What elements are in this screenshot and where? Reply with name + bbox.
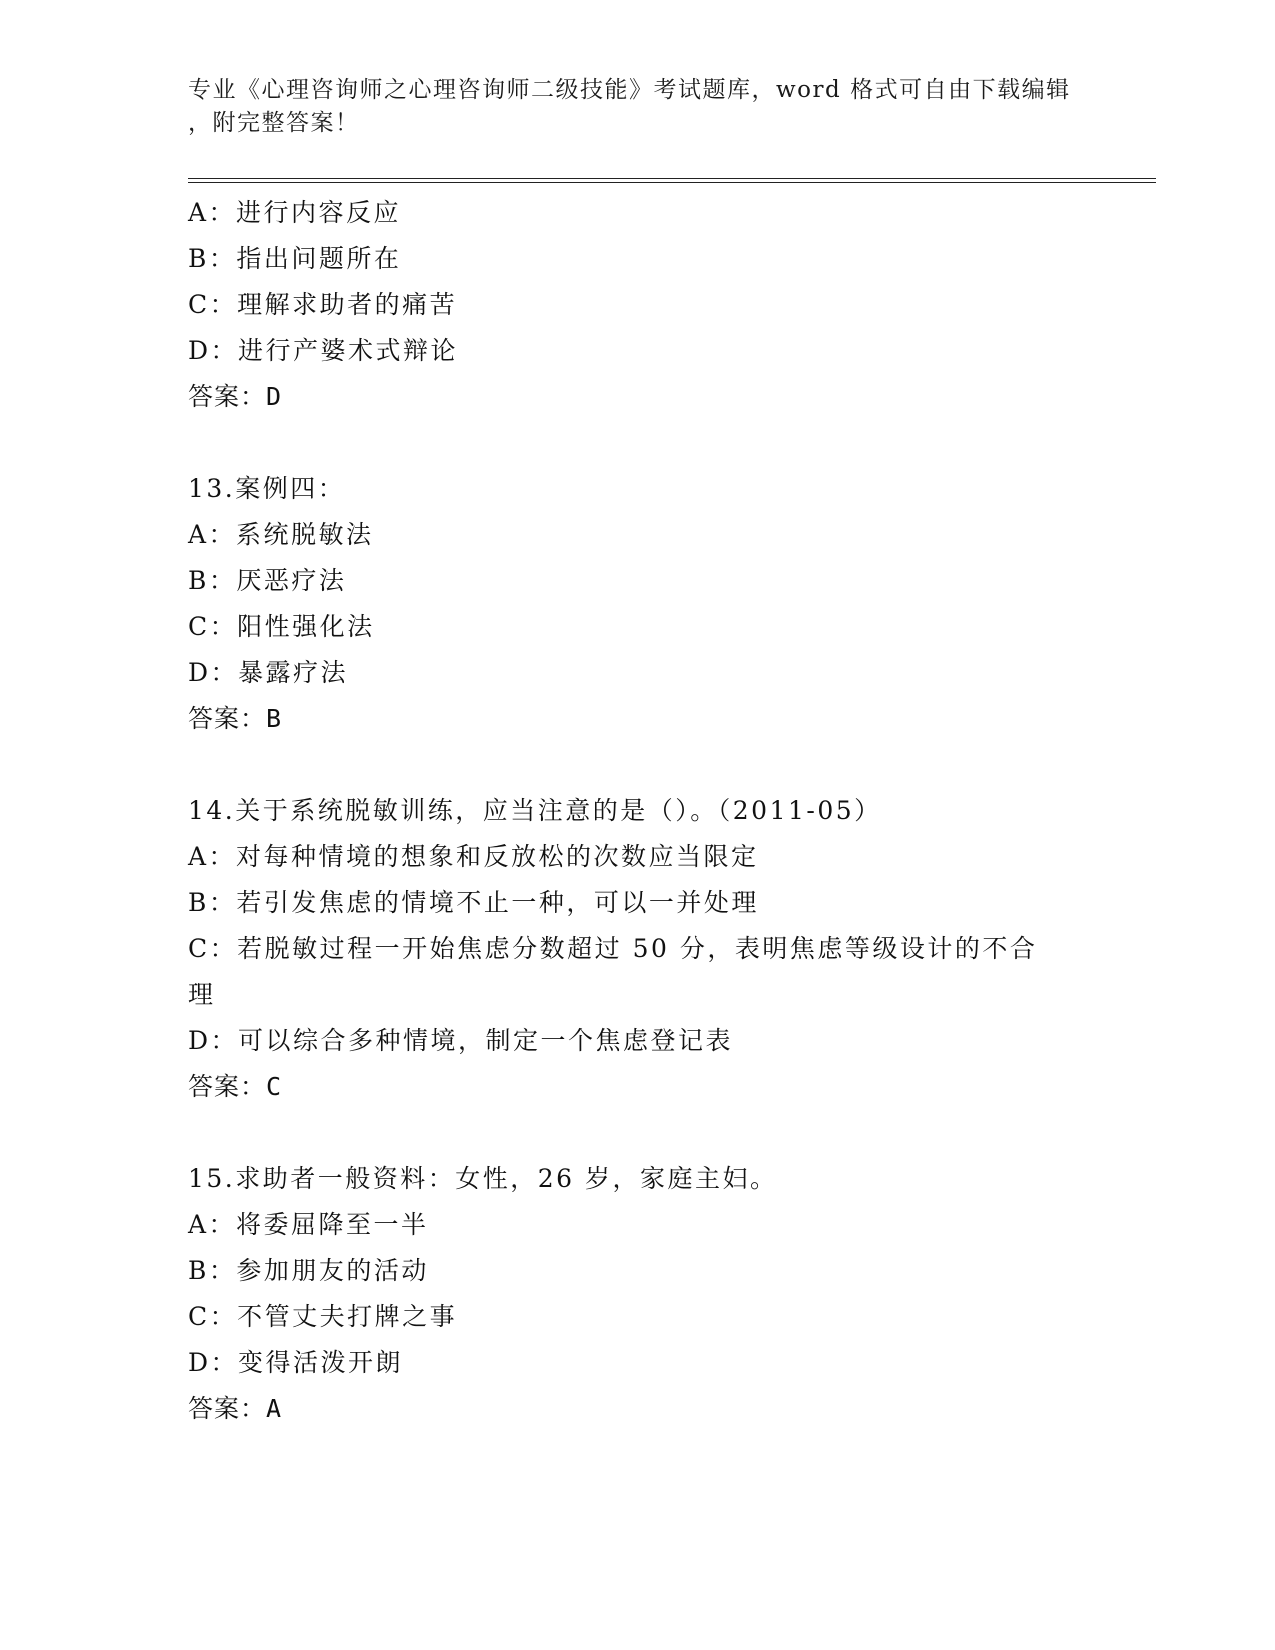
- spacer: [188, 742, 1088, 788]
- option-b: B：参加朋友的活动: [188, 1256, 429, 1285]
- header-rule-bottom: [188, 182, 1156, 183]
- page-header: [188, 74, 1088, 140]
- header-line-1: 专业《心理咨询师之心理咨询师二级技能》考试题库，word 格式可自由下载编辑: [188, 77, 1071, 103]
- header-rule-top: [188, 178, 1156, 179]
- spacer: [188, 420, 1088, 466]
- option-a: A：将委屈降至一半: [188, 1210, 429, 1239]
- question-15: [188, 1156, 1088, 1432]
- option-a: A：进行内容反应: [188, 198, 402, 227]
- option-b: B：厌恶疗法: [188, 566, 347, 595]
- answer-line: [188, 374, 1088, 420]
- option-d: D：暴露疗法: [188, 658, 349, 687]
- answer-line: [188, 1064, 1088, 1110]
- option-c: C：阳性强化法: [188, 612, 375, 641]
- question-stem: 14.关于系统脱敏训练，应当注意的是（）。（2011-05）: [188, 796, 882, 825]
- answer-value: D: [266, 382, 283, 411]
- question-14: [188, 788, 1088, 1110]
- option-c: C：不管丈夫打牌之事: [188, 1302, 458, 1331]
- answer-label: 答案：: [188, 1072, 267, 1101]
- option-d: D：可以综合多种情境，制定一个焦虑登记表: [188, 1026, 734, 1055]
- option-b: B：指出问题所在: [188, 244, 402, 273]
- option-c: C：理解求助者的痛苦: [188, 290, 458, 319]
- question-list: [188, 190, 1088, 1432]
- question-12: [188, 190, 1088, 420]
- option-b: B：若引发焦虑的情境不止一种，可以一并处理: [188, 888, 759, 917]
- option-c: C：若脱敏过程一开始焦虑分数超过 50 分，表明焦虑等级设计的不合: [188, 934, 1038, 963]
- option-a: A：对每种情境的想象和反放松的次数应当限定: [188, 842, 759, 871]
- answer-value: A: [266, 1394, 283, 1423]
- option-a: A：系统脱敏法: [188, 520, 374, 549]
- answer-value: B: [266, 704, 283, 733]
- option-d: D：进行产婆术式辩论: [188, 336, 459, 365]
- answer-label: 答案：: [188, 382, 267, 411]
- spacer: [188, 1110, 1088, 1156]
- header-line-2: ，附完整答案！: [188, 110, 360, 136]
- answer-line: [188, 696, 1088, 742]
- answer-label: 答案：: [188, 1394, 267, 1423]
- answer-value: C: [266, 1072, 283, 1101]
- answer-label: 答案：: [188, 704, 267, 733]
- question-stem: 13.案例四：: [188, 474, 346, 503]
- option-d: D：变得活泼开朗: [188, 1348, 404, 1377]
- question-stem: 15.求助者一般资料：女性，26 岁，家庭主妇。: [188, 1164, 778, 1193]
- question-13: [188, 466, 1088, 742]
- answer-line: [188, 1386, 1088, 1432]
- option-c-continuation: 理: [188, 980, 216, 1009]
